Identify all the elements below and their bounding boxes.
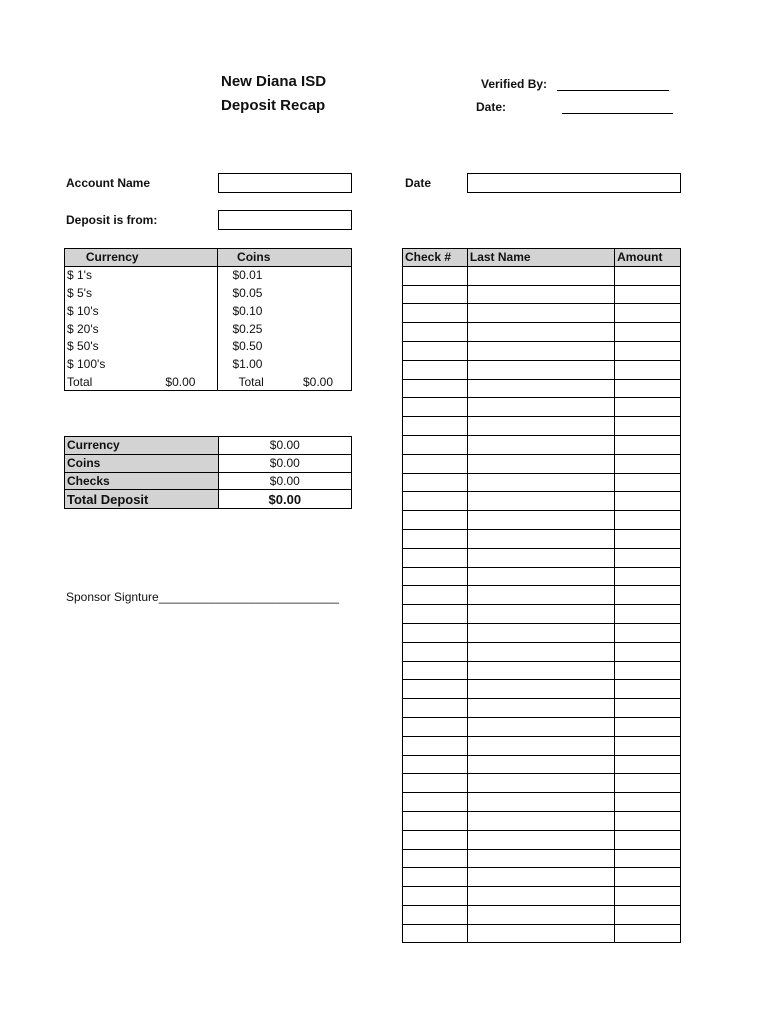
amount-cell[interactable]	[615, 379, 681, 398]
date-label: Date	[405, 176, 432, 190]
check-row	[403, 811, 681, 830]
last-name-header: Last Name	[467, 249, 614, 267]
last-name-cell[interactable]	[467, 811, 614, 830]
last-name-cell[interactable]	[467, 285, 614, 304]
check-number-cell[interactable]	[403, 586, 468, 605]
check-number-cell[interactable]	[403, 905, 468, 924]
check-row	[403, 341, 681, 360]
amount-cell[interactable]	[615, 285, 681, 304]
check-row	[403, 454, 681, 473]
last-name-cell[interactable]	[467, 849, 614, 868]
check-row	[403, 924, 681, 943]
check-row	[403, 793, 681, 812]
amount-cell[interactable]	[615, 811, 681, 830]
account-name-label: Account Name	[66, 176, 151, 190]
amount-cell[interactable]	[615, 830, 681, 849]
check-number-cell[interactable]	[403, 793, 468, 812]
currency-cell: $ 5's	[65, 284, 218, 302]
check-row	[403, 304, 681, 323]
check-number-cell[interactable]	[403, 924, 468, 943]
account-name-field[interactable]	[218, 173, 352, 193]
amount-cell[interactable]	[615, 699, 681, 718]
currency-cell: $ 20's	[65, 320, 218, 338]
coin-total-row	[218, 373, 352, 391]
last-name-cell[interactable]	[467, 529, 614, 548]
check-row	[403, 266, 681, 285]
amount-cell[interactable]	[615, 849, 681, 868]
amount-cell[interactable]	[615, 661, 681, 680]
last-name-cell[interactable]	[467, 511, 614, 530]
check-number-cell[interactable]	[403, 567, 468, 586]
check-number-cell[interactable]	[403, 548, 468, 567]
total-deposit-label: Total Deposit	[65, 490, 219, 509]
check-row	[403, 379, 681, 398]
amount-cell[interactable]	[615, 605, 681, 624]
last-name-cell[interactable]	[467, 774, 614, 793]
amount-cell[interactable]	[615, 360, 681, 379]
check-row	[403, 417, 681, 436]
check-row	[403, 548, 681, 567]
amount-cell[interactable]	[615, 567, 681, 586]
last-name-cell[interactable]	[467, 623, 614, 642]
amount-cell[interactable]	[615, 905, 681, 924]
check-number-cell[interactable]	[403, 830, 468, 849]
check-number-cell[interactable]	[403, 341, 468, 360]
coin-total-value: $0.00	[302, 374, 333, 389]
check-number-cell[interactable]	[403, 605, 468, 624]
check-number-cell[interactable]	[403, 755, 468, 774]
checks-table	[402, 248, 681, 943]
last-name-cell[interactable]	[467, 868, 614, 887]
deposit-summary-table	[64, 436, 352, 509]
check-row	[403, 755, 681, 774]
checks-body	[403, 266, 681, 943]
last-name-cell[interactable]	[467, 680, 614, 699]
check-row	[403, 717, 681, 736]
check-row	[403, 736, 681, 755]
amount-cell[interactable]	[615, 492, 681, 511]
amount-cell[interactable]	[615, 717, 681, 736]
check-row	[403, 511, 681, 530]
check-number-cell[interactable]	[403, 661, 468, 680]
check-row	[403, 285, 681, 304]
check-number-cell[interactable]	[403, 623, 468, 642]
amount-cell[interactable]	[615, 774, 681, 793]
last-name-cell[interactable]	[467, 717, 614, 736]
check-number-cell[interactable]	[403, 285, 468, 304]
check-number-cell[interactable]	[403, 529, 468, 548]
last-name-cell[interactable]	[467, 905, 614, 924]
check-row	[403, 661, 681, 680]
check-number-cell[interactable]	[403, 304, 468, 323]
sponsor-signature-line[interactable]: Sponsor Signture___________________________	[66, 590, 339, 604]
amount-cell[interactable]	[615, 341, 681, 360]
check-row	[403, 849, 681, 868]
amount-cell[interactable]	[615, 529, 681, 548]
currency-cell: $ 50's	[65, 337, 218, 355]
currency-cell: $ 10's	[65, 302, 218, 320]
amount-cell[interactable]	[615, 586, 681, 605]
check-number-cell[interactable]	[403, 868, 468, 887]
coin-cell: $0.10	[218, 302, 352, 320]
last-name-cell[interactable]	[467, 360, 614, 379]
last-name-cell[interactable]	[467, 492, 614, 511]
last-name-cell[interactable]	[467, 435, 614, 454]
verified-by-label: Verified By:	[481, 77, 548, 91]
summary-value: $0.00	[218, 472, 351, 490]
amount-cell[interactable]	[615, 755, 681, 774]
amount-cell[interactable]	[615, 548, 681, 567]
check-row	[403, 830, 681, 849]
check-row	[403, 774, 681, 793]
last-name-cell[interactable]	[467, 379, 614, 398]
check-number-cell[interactable]	[403, 417, 468, 436]
last-name-cell[interactable]	[467, 793, 614, 812]
check-number-cell[interactable]	[403, 642, 468, 661]
check-row	[403, 642, 681, 661]
date-field[interactable]	[467, 173, 681, 193]
last-name-cell[interactable]	[467, 642, 614, 661]
amount-cell[interactable]	[615, 417, 681, 436]
amount-cell[interactable]	[615, 398, 681, 417]
check-number-cell[interactable]	[403, 492, 468, 511]
last-name-cell[interactable]	[467, 473, 614, 492]
check-row	[403, 887, 681, 906]
amount-cell[interactable]	[615, 454, 681, 473]
check-row	[403, 605, 681, 624]
coins-header: Coins	[218, 249, 352, 267]
summary-label: Checks	[65, 472, 219, 490]
coin-total-label: Total	[238, 374, 264, 389]
check-number-cell[interactable]	[403, 398, 468, 417]
check-number-cell[interactable]	[403, 811, 468, 830]
summary-value: $0.00	[218, 437, 351, 455]
coin-cell: $0.01	[218, 266, 352, 284]
last-name-cell[interactable]	[467, 266, 614, 285]
amount-cell[interactable]	[615, 793, 681, 812]
last-name-cell[interactable]	[467, 736, 614, 755]
check-row	[403, 567, 681, 586]
amount-cell[interactable]	[615, 868, 681, 887]
check-row	[403, 699, 681, 718]
check-number-cell[interactable]	[403, 266, 468, 285]
last-name-cell[interactable]	[467, 924, 614, 943]
amount-cell[interactable]	[615, 323, 681, 342]
amount-cell[interactable]	[615, 435, 681, 454]
last-name-cell[interactable]	[467, 699, 614, 718]
amount-cell[interactable]	[615, 887, 681, 906]
check-number-cell[interactable]	[403, 699, 468, 718]
last-name-cell[interactable]	[467, 304, 614, 323]
amount-cell[interactable]	[615, 473, 681, 492]
last-name-cell[interactable]	[467, 661, 614, 680]
check-number-cell[interactable]	[403, 360, 468, 379]
verified-by-line[interactable]	[557, 89, 669, 91]
check-row	[403, 398, 681, 417]
amount-cell[interactable]	[615, 511, 681, 530]
check-number-cell[interactable]	[403, 511, 468, 530]
check-row	[403, 473, 681, 492]
last-name-cell[interactable]	[467, 567, 614, 586]
currency-total-row	[65, 373, 218, 391]
amount-cell[interactable]	[615, 642, 681, 661]
header-date-label: Date:	[476, 100, 507, 114]
coin-cell: $0.50	[218, 337, 352, 355]
check-number-cell[interactable]	[403, 774, 468, 793]
check-number-cell[interactable]	[403, 736, 468, 755]
check-row	[403, 868, 681, 887]
last-name-cell[interactable]	[467, 323, 614, 342]
last-name-cell[interactable]	[467, 887, 614, 906]
check-row	[403, 680, 681, 699]
check-row	[403, 623, 681, 642]
check-row	[403, 360, 681, 379]
amount-header: Amount	[615, 249, 681, 267]
last-name-cell[interactable]	[467, 341, 614, 360]
last-name-cell[interactable]	[467, 605, 614, 624]
coin-cell: $0.05	[218, 284, 352, 302]
check-number-cell[interactable]	[403, 435, 468, 454]
header-date-line[interactable]	[562, 112, 673, 114]
currency-total-label: Total	[67, 374, 93, 389]
org-title: New Diana ISD	[221, 73, 327, 90]
check-number-cell[interactable]	[403, 680, 468, 699]
summary-label: Coins	[65, 454, 219, 472]
coin-cell: $0.25	[218, 320, 352, 338]
amount-cell[interactable]	[615, 266, 681, 285]
coin-cell: $1.00	[218, 355, 352, 373]
amount-cell[interactable]	[615, 736, 681, 755]
check-number-cell[interactable]	[403, 887, 468, 906]
form-title: Deposit Recap	[221, 97, 326, 114]
deposit-from-field[interactable]	[218, 210, 352, 230]
currency-header: Currency	[65, 249, 218, 267]
check-row	[403, 529, 681, 548]
amount-cell[interactable]	[615, 623, 681, 642]
check-number-cell[interactable]	[403, 454, 468, 473]
last-name-cell[interactable]	[467, 755, 614, 774]
check-number-cell[interactable]	[403, 323, 468, 342]
last-name-cell[interactable]	[467, 398, 614, 417]
check-number-cell[interactable]	[403, 849, 468, 868]
last-name-cell[interactable]	[467, 830, 614, 849]
summary-value: $0.00	[218, 454, 351, 472]
last-name-cell[interactable]	[467, 417, 614, 436]
check-number-cell[interactable]	[403, 379, 468, 398]
amount-cell[interactable]	[615, 304, 681, 323]
last-name-cell[interactable]	[467, 454, 614, 473]
check-row	[403, 435, 681, 454]
check-number-cell[interactable]	[403, 717, 468, 736]
amount-cell[interactable]	[615, 680, 681, 699]
check-row	[403, 586, 681, 605]
check-number-header: Check #	[403, 249, 468, 267]
check-row	[403, 492, 681, 511]
last-name-cell[interactable]	[467, 548, 614, 567]
total-deposit-value: $0.00	[218, 490, 351, 509]
check-number-cell[interactable]	[403, 473, 468, 492]
check-row	[403, 323, 681, 342]
currency-cell: $ 1's	[65, 266, 218, 284]
currency-cell: $ 100's	[65, 355, 218, 373]
deposit-from-label: Deposit is from:	[66, 213, 158, 227]
currency-coins-table	[64, 248, 352, 391]
last-name-cell[interactable]	[467, 586, 614, 605]
check-row	[403, 905, 681, 924]
amount-cell[interactable]	[615, 924, 681, 943]
currency-total-value: $0.00	[165, 374, 196, 389]
summary-label: Currency	[65, 437, 219, 455]
